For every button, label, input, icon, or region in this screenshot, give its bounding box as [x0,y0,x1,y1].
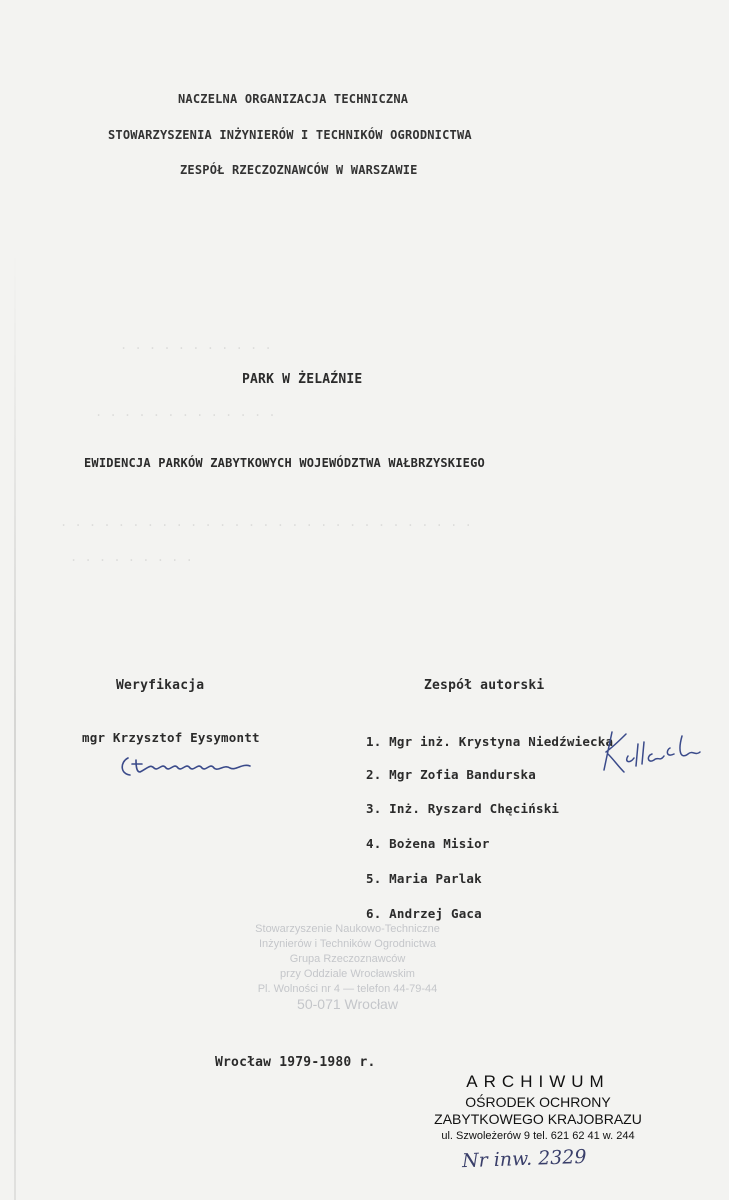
verifier-signature [118,748,258,780]
authors-heading: Zespół autorski [424,678,545,693]
author-signature [598,726,708,778]
author-item-1: 1. Mgr inż. Krystyna Niedźwiecka [366,734,614,749]
stamp-line: Stowarzyszenie Naukowo-Techniczne [255,923,440,935]
author-item-2: 2. Mgr Zofia Bandurska [366,767,536,782]
association-name: STOWARZYSZENIA INŻYNIERÓW I TECHNIKÓW OGRODNICTWA [108,128,472,142]
bleed-through-text: . . . . . . . . . . . . . [95,405,276,419]
bleed-through-text: . . . . . . . . . [70,550,193,564]
archive-stamp-line: ZABYTKOWEGO KRAJOBRAZU [434,1111,642,1127]
bleed-through-text: . . . . . . . . . . . . . . . . . . . . . . . . . . . . . [60,515,472,529]
author-item-4: 4. Bożena Misior [366,836,490,851]
document-subtitle: EWIDENCJA PARKÓW ZABYTKOWYCH WOJEWÓDZTWA WAŁBRZYSKIEGO [84,456,485,470]
author-item-3: 3. Inż. Ryszard Chęciński [366,801,560,816]
inventory-number-note: Nr inw. 2329 [461,1145,587,1173]
author-item-6: 6. Andrzej Gaca [366,906,482,921]
stamp-line: Grupa Rzeczoznawców [289,953,406,965]
archive-stamp-address: ul. Szwoleżerów 9 tel. 621 62 41 w. 244 [441,1130,635,1142]
expert-team-name: ZESPÓŁ RZECZOZNAWCÓW W WARSZAWIE [180,163,418,177]
stamp-line: 50-071 Wrocław [297,996,398,1012]
archive-stamp-line: OŚRODEK OCHRONY [465,1094,611,1110]
stamp-line: Inżynierów i Techników Ogrodnictwa [258,938,437,950]
author-item-5: 5. Maria Parlak [366,871,482,886]
bleed-through-text: . . . . . . . . . . . [120,338,272,352]
place-and-date: Wrocław 1979-1980 r. [215,1055,376,1070]
document-title: PARK W ŻELAŹNIE [242,372,363,387]
page-crease [14,250,16,1200]
stamp-line: Pl. Wolności nr 4 — telefon 44-79-44 [257,983,438,995]
faded-organization-stamp [225,922,470,1027]
verification-heading: Weryfikacja [116,678,205,693]
archive-stamp [418,1072,658,1142]
organization-name: NACZELNA ORGANIZACJA TECHNICZNA [178,92,409,106]
stamp-line: przy Oddziale Wrocławskim [280,968,415,980]
verifier-name: mgr Krzysztof Eysymontt [82,730,260,745]
archive-stamp-title: ARCHIWUM [466,1072,610,1091]
